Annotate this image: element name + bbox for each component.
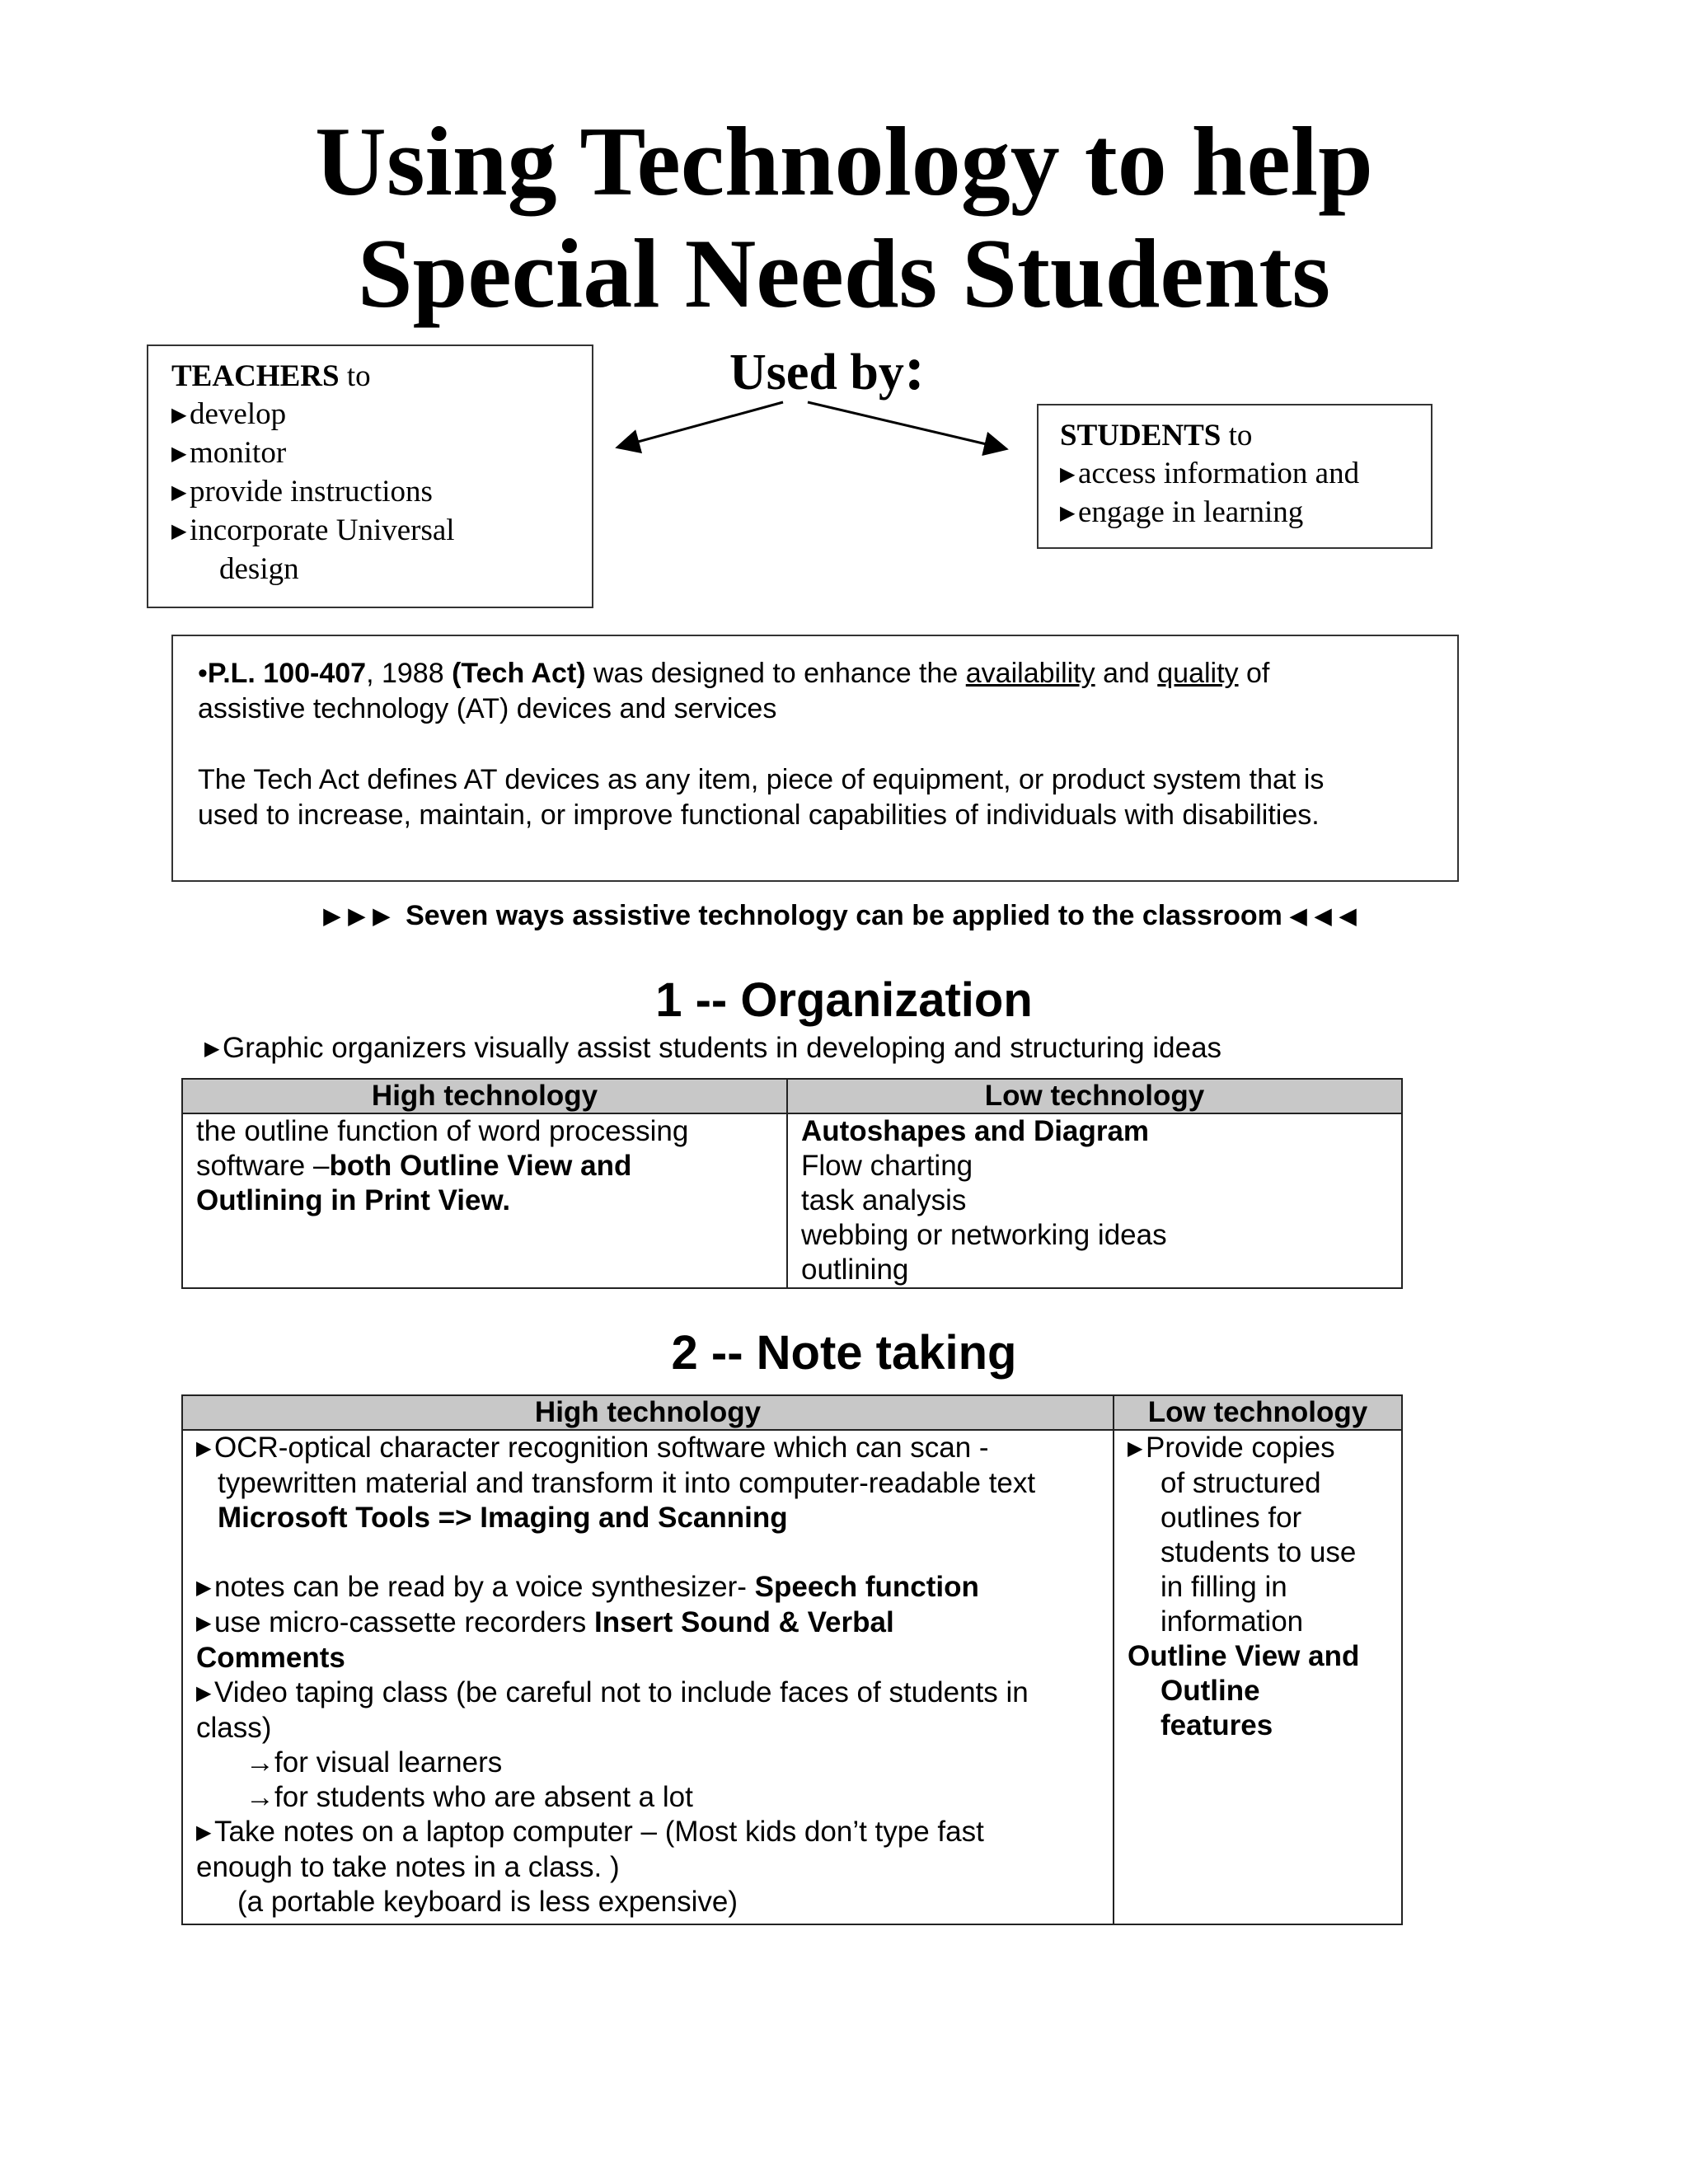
cell-text: Video taping class (be careful not to include faces of students in <box>214 1676 1029 1708</box>
used-by-label <box>729 334 926 403</box>
cell-line: enough to take notes in a class. ) <box>196 1851 620 1883</box>
tech-act-quality: quality <box>1157 658 1239 689</box>
cell-line: information <box>1160 1605 1304 1638</box>
tech-act-definition <box>198 762 1432 833</box>
tech-act-year: , 1988 <box>366 658 452 689</box>
teachers-item-continuation: design <box>219 552 299 586</box>
table-row <box>182 1430 1402 1924</box>
cell-line <box>196 1149 775 1183</box>
tech-act-line-2: assistive technology (AT) devices and services <box>198 693 777 724</box>
cell-line: Outline <box>1160 1675 1260 1707</box>
tech-act-bullet: • <box>198 658 208 689</box>
cell-text: Take notes on a laptop computer – (Most kids don’t type fast <box>214 1816 984 1848</box>
cell-text: Provide copies <box>1146 1432 1335 1464</box>
triangle-bullet-icon: ▶ <box>204 1038 220 1060</box>
cell-line: Flow charting <box>801 1150 973 1182</box>
cell-line: outlining <box>801 1254 909 1286</box>
cell-line: webbing or networking ideas <box>801 1219 1167 1251</box>
triangle-bullet-icon: ▶ <box>171 482 187 504</box>
teachers-lead-rest: to <box>339 359 371 393</box>
cell-text: OCR-optical character recognition software which can scan - <box>214 1432 989 1464</box>
low-tech-header: Low technology <box>787 1079 1402 1113</box>
students-item-text: access information and <box>1078 457 1360 490</box>
students-item <box>1060 455 1431 494</box>
used-by-text: Used by <box>729 344 904 401</box>
cell-line <box>196 1815 1101 1850</box>
tech-act-text: was designed to enhance the <box>585 658 966 689</box>
organization-high-cell <box>182 1113 787 1288</box>
students-lead-rest: to <box>1221 419 1253 452</box>
seven-ways-banner <box>0 900 1688 932</box>
teachers-item <box>171 434 592 473</box>
cell-line <box>196 1570 1101 1605</box>
organization-description-text: Graphic organizers visually assist students in developing and structuring ideas <box>223 1032 1222 1064</box>
cell-line: Autoshapes and Diagram <box>801 1115 1150 1147</box>
organization-heading: 1 -- Organization <box>655 973 1033 1027</box>
cell-line <box>1128 1431 1390 1466</box>
cell-text: use micro-cassette recorders <box>214 1606 594 1638</box>
spacer <box>196 1535 1101 1570</box>
definition-line-2: used to increase, maintain, or improve functional capabilities of individuals with disabilities. <box>198 799 1320 831</box>
organization-table <box>181 1078 1403 1289</box>
cell-text: software – <box>196 1150 330 1182</box>
cell-line: Outlining in Print View. <box>196 1184 511 1216</box>
cell-line: (a portable keyboard is less expensive) <box>237 1886 738 1918</box>
students-item-text: engage in learning <box>1078 495 1304 529</box>
cell-line <box>196 1605 1101 1641</box>
note-taking-heading: 2 -- Note taking <box>671 1326 1017 1380</box>
high-tech-header: High technology <box>182 1079 787 1113</box>
triangle-bullet-icon: ▶ <box>1128 1437 1143 1460</box>
arrow-to-students <box>808 402 1004 448</box>
organization-description <box>204 1032 1221 1065</box>
cell-line: Microsoft Tools => Imaging and Scanning <box>218 1502 788 1534</box>
teachers-lead <box>171 358 592 396</box>
cell-line: →for visual learners <box>246 1746 503 1779</box>
tech-act-paragraph <box>198 656 1432 727</box>
cell-line: of structured <box>1160 1467 1321 1499</box>
cell-line: outlines for <box>1160 1502 1302 1534</box>
students-item <box>1060 494 1431 532</box>
table-row <box>182 1113 1402 1288</box>
cell-line: class) <box>196 1712 272 1744</box>
triangle-bullet-icon: ▶ <box>171 521 187 542</box>
triangle-bullet-icon: ▶ <box>196 1821 212 1844</box>
cell-line: task analysis <box>801 1184 967 1216</box>
cell-line <box>196 1675 1101 1711</box>
arrow-to-teachers <box>620 402 783 447</box>
cell-line: Comments <box>196 1642 345 1674</box>
tech-act-name: (Tech Act) <box>452 658 586 689</box>
teachers-item-text: develop <box>190 397 287 431</box>
cell-bold-text: both Outline View and <box>329 1150 632 1182</box>
tech-act-box <box>171 635 1459 882</box>
teachers-item <box>171 512 592 551</box>
cell-line: the outline function of word processing <box>196 1115 689 1147</box>
students-box <box>1037 404 1432 549</box>
teachers-item-text: incorporate Universal <box>190 513 455 547</box>
triangle-bullet-icon: ▶ <box>1060 464 1076 485</box>
tech-act-law: P.L. 100-407 <box>207 658 367 689</box>
tech-act-availability: availability <box>965 658 1095 689</box>
cell-line: →for students who are absent a lot <box>246 1781 693 1813</box>
cell-bold-text: Speech function <box>754 1571 979 1603</box>
teachers-box <box>147 344 593 608</box>
title-line-2: Special Needs Students <box>357 218 1331 328</box>
right-triangles-icon: ▶▶▶ <box>323 903 398 928</box>
triangle-bullet-icon: ▶ <box>171 443 187 465</box>
cell-bold-text: Insert Sound & Verbal <box>593 1606 894 1638</box>
teachers-item-text: monitor <box>190 436 287 470</box>
used-by-arrows <box>610 396 1039 478</box>
cell-text: notes can be read by a voice synthesizer- <box>214 1571 755 1603</box>
note-taking-low-cell <box>1114 1430 1402 1924</box>
tech-act-text-2: of <box>1238 658 1270 689</box>
tech-act-and: and <box>1095 658 1158 689</box>
students-lead-bold: STUDENTS <box>1060 419 1221 452</box>
triangle-bullet-icon: ▶ <box>196 1682 212 1704</box>
used-by-colon: : <box>903 334 926 403</box>
triangle-bullet-icon: ▶ <box>1060 503 1076 524</box>
triangle-bullet-icon: ▶ <box>196 1612 212 1634</box>
seven-ways-text: Seven ways assistive technology can be applied to the classroom <box>406 900 1282 931</box>
title-line-1: Using Technology to help <box>315 106 1373 216</box>
low-tech-header: Low technology <box>1114 1395 1402 1430</box>
cell-line: Outline View and <box>1128 1640 1360 1672</box>
teachers-item <box>171 396 592 434</box>
teachers-item <box>171 473 592 512</box>
teachers-lead-bold: TEACHERS <box>171 359 340 393</box>
cell-line: typewritten material and transform it into computer-readable text <box>218 1467 1036 1499</box>
teachers-item-text: provide instructions <box>190 475 433 509</box>
cell-line: students to use <box>1160 1536 1357 1568</box>
triangle-bullet-icon: ▶ <box>171 405 187 426</box>
note-taking-table <box>181 1394 1403 1925</box>
high-tech-header: High technology <box>182 1395 1114 1430</box>
students-lead <box>1060 417 1431 455</box>
cell-line: in filling in <box>1160 1571 1287 1603</box>
table-header-row <box>182 1395 1402 1430</box>
triangle-bullet-icon: ▶ <box>196 1437 212 1460</box>
cell-line <box>196 1431 1101 1466</box>
left-triangles-icon: ◀◀◀ <box>1290 903 1365 928</box>
cell-line: features <box>1160 1709 1273 1741</box>
organization-low-cell <box>787 1113 1402 1288</box>
definition-line-1: The Tech Act defines AT devices as any item, piece of equipment, or product system that is <box>198 764 1325 795</box>
note-taking-high-cell <box>182 1430 1114 1924</box>
triangle-bullet-icon: ▶ <box>196 1577 212 1599</box>
page-title <box>0 105 1688 330</box>
table-header-row <box>182 1079 1402 1113</box>
